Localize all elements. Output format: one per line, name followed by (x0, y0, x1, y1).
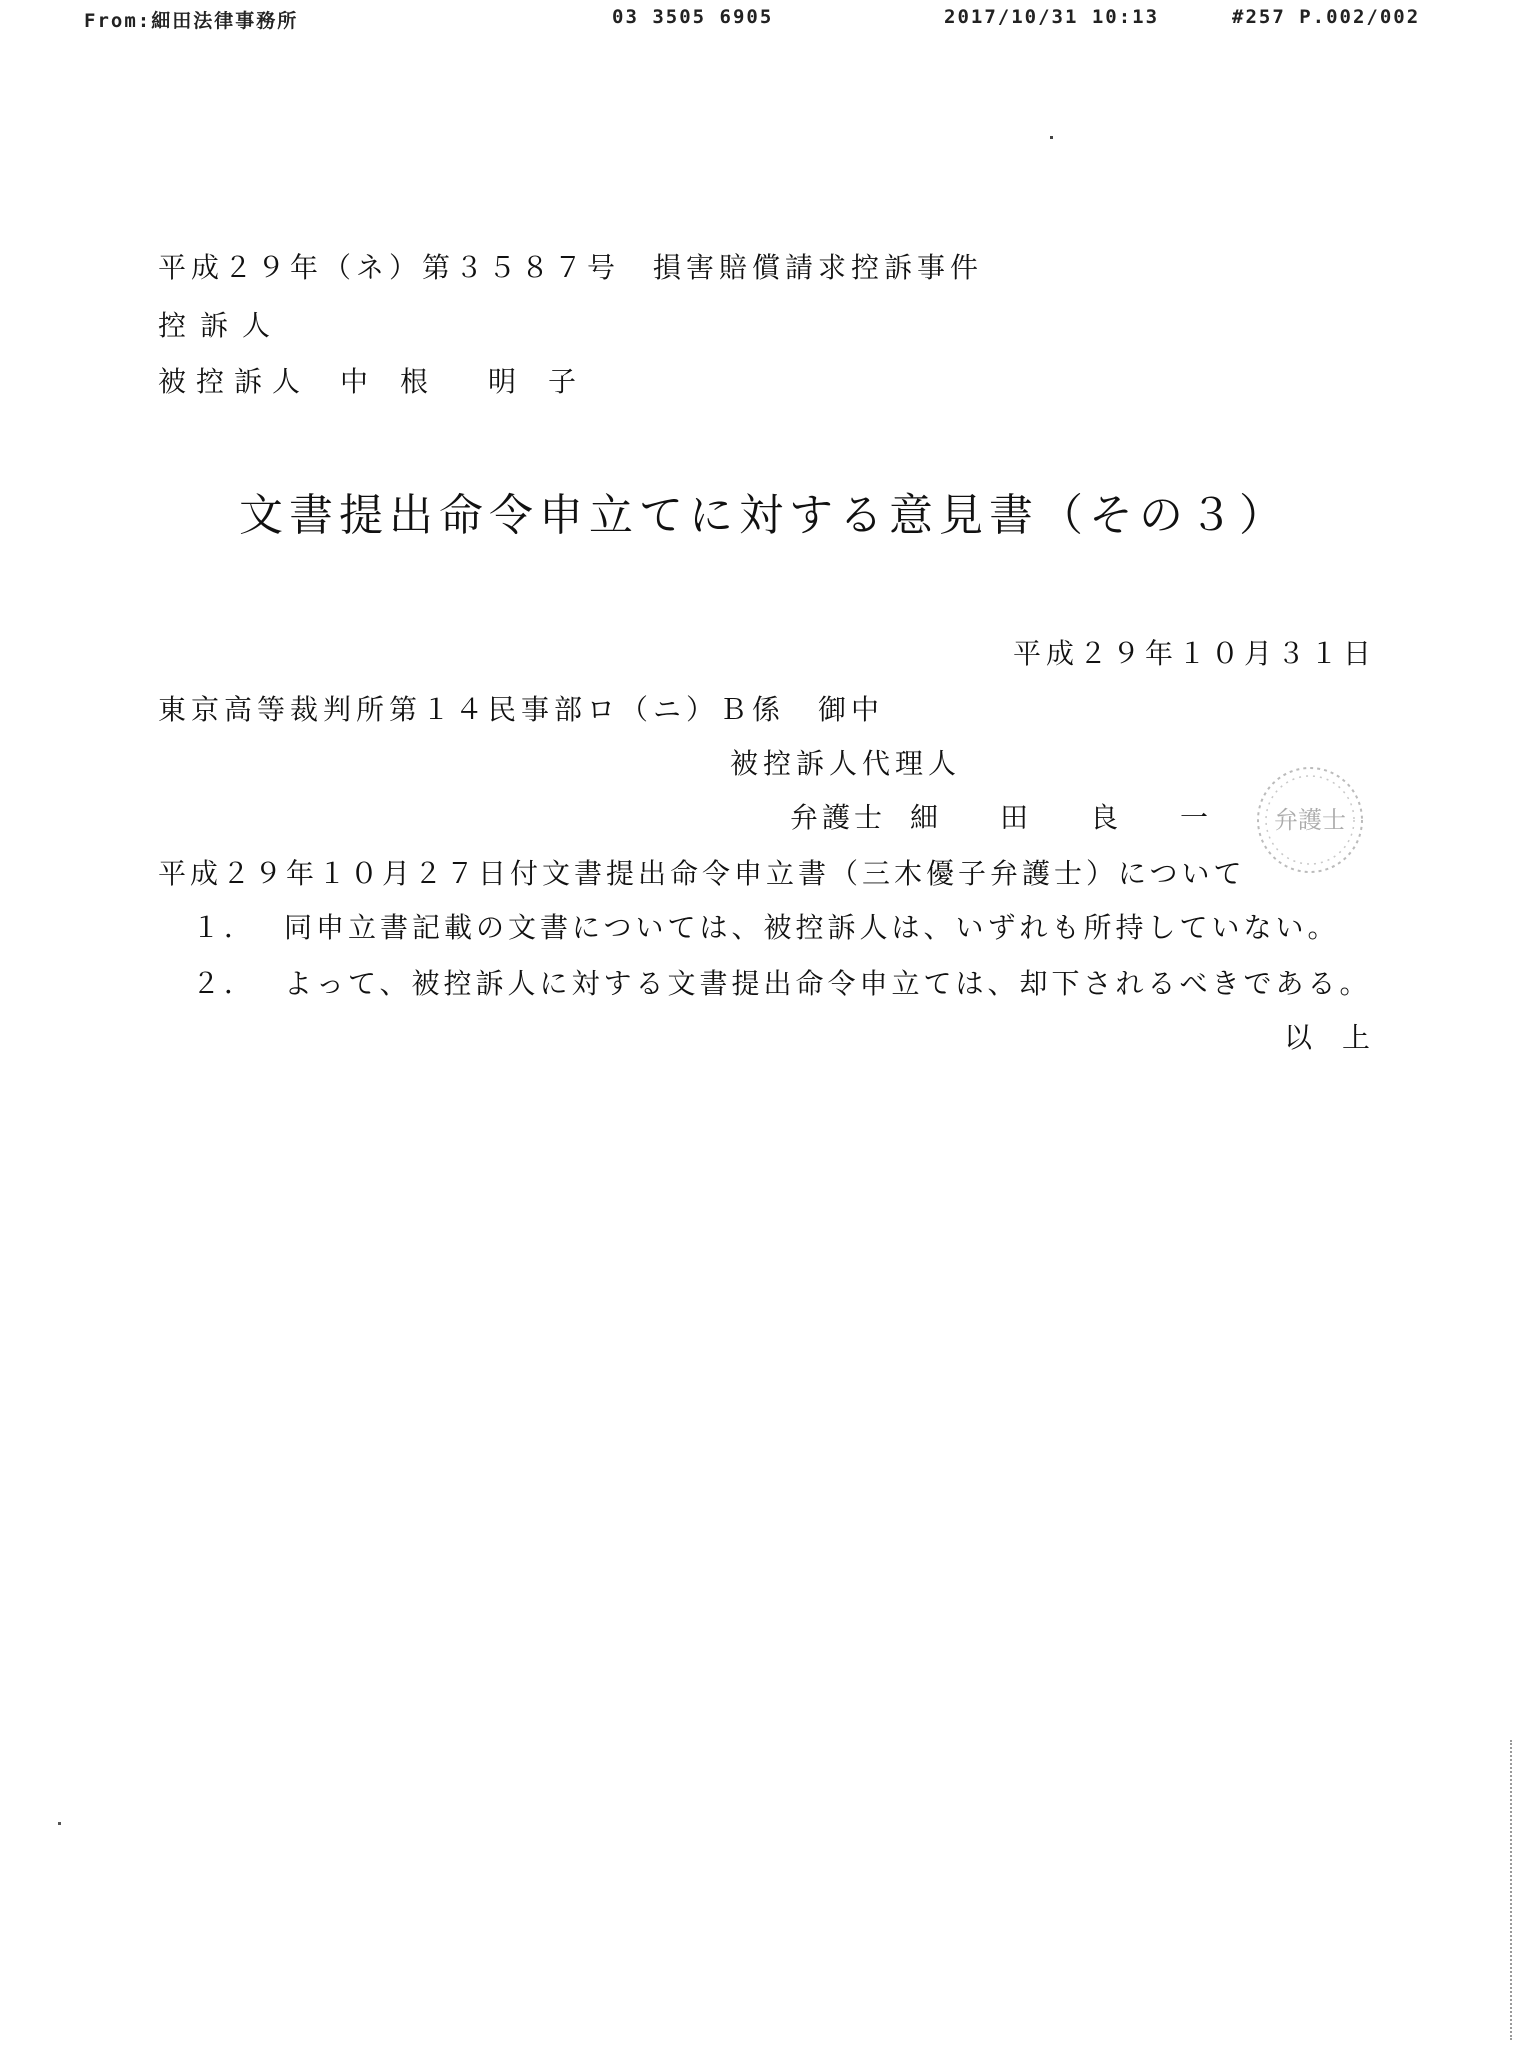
court-addressee: 東京高等裁判所第１４民事部ロ（ニ）Ｂ係 御中 (158, 693, 885, 726)
seal-text: 弁護士 (1274, 806, 1346, 834)
document-title: 文書提出命令申立てに対する意見書（その３） (239, 490, 1289, 541)
attorney-title: 弁護士 (790, 801, 887, 834)
appellee-label: 被控訴人 (158, 365, 311, 398)
list-item-text: 同申立書記載の文書については、被控訴人は、いずれも所持していない。 (284, 911, 1340, 944)
list-item-text: よって、被控訴人に対する文書提出命令申立ては、却下されるべきである。 (284, 967, 1372, 1000)
appellee-name-char: 中 (340, 365, 369, 398)
reference-line: 平成２９年１０月２７日付文書提出命令申立書（三木優子弁護士）について (158, 857, 1246, 890)
fax-header (0, 6, 1528, 36)
list-item (192, 966, 1371, 1002)
agent-role: 被控訴人代理人 (730, 747, 962, 780)
scan-edge-artifact (1510, 1740, 1514, 2040)
appellant-label: 控訴人 (158, 309, 285, 342)
list-item-number: １． (192, 911, 257, 944)
fax-page-number: #257 P.002/002 (1232, 6, 1421, 28)
appellee-name-char: 子 (548, 365, 577, 398)
appellee-name-char: 明 (488, 365, 517, 398)
fax-phone-number: 03 3505 6905 (612, 6, 774, 28)
fax-sender: From:細田法律事務所 (84, 10, 299, 32)
attorney-name-char: 田 (1000, 801, 1029, 834)
case-number: 平成２９年（ネ）第３５８７号 損害賠償請求控訴事件 (158, 251, 984, 284)
attorney-name (910, 800, 1270, 836)
seal-stamp-icon (1250, 760, 1370, 880)
document-date: 平成２９年１０月３１日 (1012, 637, 1376, 670)
closing-mark: 以上 (1283, 1021, 1400, 1054)
appellee-name-char: 根 (400, 365, 429, 398)
appellee-name (340, 364, 608, 400)
list-item (192, 910, 1339, 946)
list-item-number: ２． (192, 967, 257, 1000)
attorney-name-char: 良 (1090, 801, 1119, 834)
attorney-name-char: 細 (910, 801, 939, 834)
scan-artifact (58, 1822, 61, 1825)
attorney-name-char: 一 (1180, 801, 1209, 834)
fax-datetime: 2017/10/31 10:13 (944, 6, 1160, 28)
scan-artifact (1050, 136, 1053, 139)
